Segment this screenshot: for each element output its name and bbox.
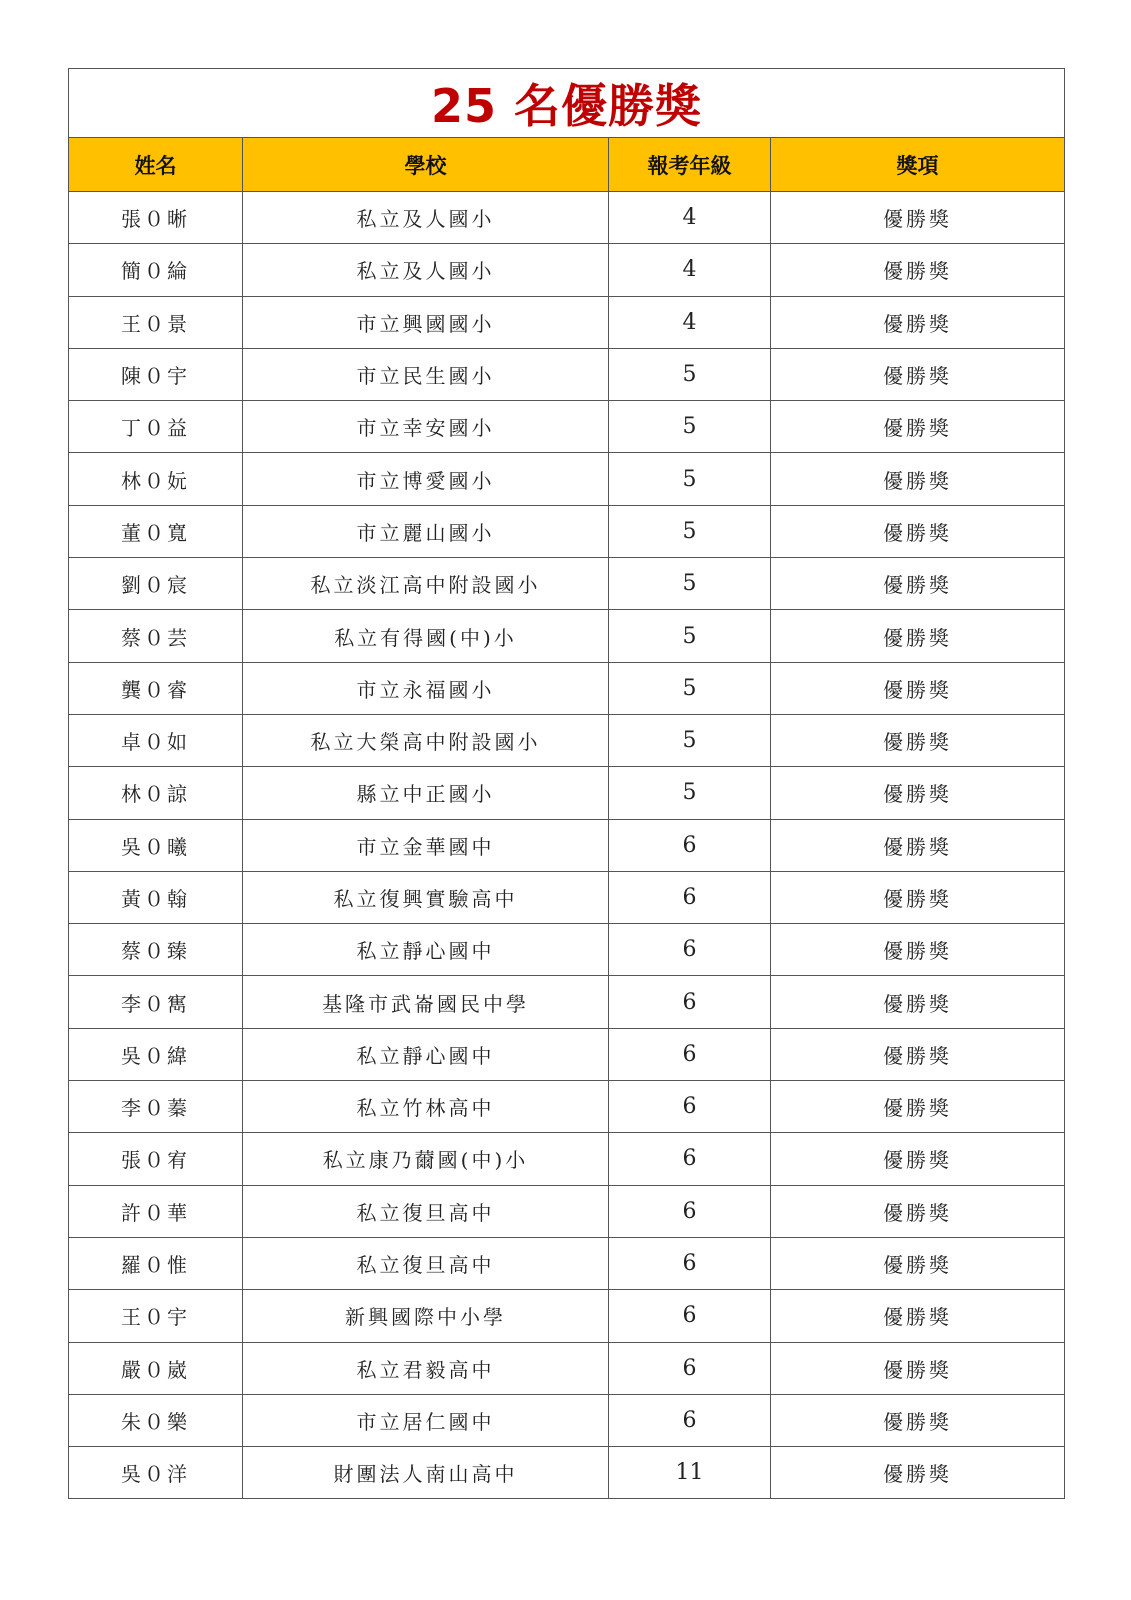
name-cell: 蔡０臻 xyxy=(69,924,243,976)
award-cell: 優勝獎 xyxy=(771,871,1065,923)
grade-cell: 5 xyxy=(609,558,771,610)
table-row xyxy=(69,767,1065,819)
school-cell: 私立靜心國中 xyxy=(243,1028,609,1080)
name-cell: 龔０睿 xyxy=(69,662,243,714)
school-cell: 縣立中正國小 xyxy=(243,767,609,819)
school-cell: 私立復旦高中 xyxy=(243,1185,609,1237)
grade-cell: 11 xyxy=(609,1447,771,1499)
school-cell: 市立幸安國小 xyxy=(243,401,609,453)
school-cell: 市立民生國小 xyxy=(243,348,609,400)
school-cell: 私立靜心國中 xyxy=(243,924,609,976)
name-cell: 劉０宸 xyxy=(69,558,243,610)
grade-cell: 5 xyxy=(609,610,771,662)
school-cell: 私立復旦高中 xyxy=(243,1237,609,1289)
award-cell: 優勝獎 xyxy=(771,976,1065,1028)
award-cell: 優勝獎 xyxy=(771,1290,1065,1342)
header-award: 獎項 xyxy=(771,138,1065,192)
table-row xyxy=(69,1133,1065,1185)
school-cell: 私立君毅高中 xyxy=(243,1342,609,1394)
award-cell: 優勝獎 xyxy=(771,348,1065,400)
school-cell: 私立復興實驗高中 xyxy=(243,871,609,923)
school-cell: 私立及人國小 xyxy=(243,244,609,296)
name-cell: 王０景 xyxy=(69,296,243,348)
school-cell: 私立有得國(中)小 xyxy=(243,610,609,662)
table-row xyxy=(69,1394,1065,1446)
title-row xyxy=(69,69,1065,138)
table-row xyxy=(69,244,1065,296)
table-row xyxy=(69,348,1065,400)
grade-cell: 6 xyxy=(609,1394,771,1446)
award-cell: 優勝獎 xyxy=(771,1185,1065,1237)
name-cell: 李０蓁 xyxy=(69,1081,243,1133)
table-row xyxy=(69,1028,1065,1080)
award-cell: 優勝獎 xyxy=(771,1081,1065,1133)
award-cell: 優勝獎 xyxy=(771,1237,1065,1289)
name-cell: 吳０緯 xyxy=(69,1028,243,1080)
award-cell: 優勝獎 xyxy=(771,244,1065,296)
grade-cell: 6 xyxy=(609,976,771,1028)
grade-cell: 5 xyxy=(609,348,771,400)
award-cell: 優勝獎 xyxy=(771,401,1065,453)
name-cell: 吳０曦 xyxy=(69,819,243,871)
grade-cell: 6 xyxy=(609,1342,771,1394)
table-row xyxy=(69,976,1065,1028)
table-row xyxy=(69,401,1065,453)
grade-cell: 6 xyxy=(609,924,771,976)
school-cell: 市立居仁國中 xyxy=(243,1394,609,1446)
award-cell: 優勝獎 xyxy=(771,558,1065,610)
table-row xyxy=(69,192,1065,244)
award-table xyxy=(68,68,1065,1499)
school-cell: 市立興國國小 xyxy=(243,296,609,348)
grade-cell: 5 xyxy=(609,453,771,505)
name-cell: 丁０益 xyxy=(69,401,243,453)
award-cell: 優勝獎 xyxy=(771,453,1065,505)
award-cell: 優勝獎 xyxy=(771,192,1065,244)
name-cell: 林０妧 xyxy=(69,453,243,505)
award-cell: 優勝獎 xyxy=(771,924,1065,976)
table-row xyxy=(69,505,1065,557)
grade-cell: 4 xyxy=(609,296,771,348)
grade-cell: 5 xyxy=(609,662,771,714)
name-cell: 張０晰 xyxy=(69,192,243,244)
table-row xyxy=(69,1237,1065,1289)
name-cell: 黃０翰 xyxy=(69,871,243,923)
name-cell: 吳０洋 xyxy=(69,1447,243,1499)
award-cell: 優勝獎 xyxy=(771,662,1065,714)
table-row xyxy=(69,871,1065,923)
table-row xyxy=(69,924,1065,976)
name-cell: 王０宇 xyxy=(69,1290,243,1342)
header-school: 學校 xyxy=(243,138,609,192)
table-row xyxy=(69,296,1065,348)
grade-cell: 6 xyxy=(609,819,771,871)
award-cell: 優勝獎 xyxy=(771,296,1065,348)
school-cell: 基隆市武崙國民中學 xyxy=(243,976,609,1028)
name-cell: 簡０綸 xyxy=(69,244,243,296)
header-grade: 報考年級 xyxy=(609,138,771,192)
name-cell: 林０諒 xyxy=(69,767,243,819)
award-cell: 優勝獎 xyxy=(771,819,1065,871)
grade-cell: 6 xyxy=(609,1185,771,1237)
school-cell: 私立康乃薾國(中)小 xyxy=(243,1133,609,1185)
school-cell: 市立博愛國小 xyxy=(243,453,609,505)
grade-cell: 6 xyxy=(609,1290,771,1342)
name-cell: 羅０惟 xyxy=(69,1237,243,1289)
name-cell: 朱０樂 xyxy=(69,1394,243,1446)
school-cell: 新興國際中小學 xyxy=(243,1290,609,1342)
table-row xyxy=(69,662,1065,714)
award-cell: 優勝獎 xyxy=(771,505,1065,557)
name-cell: 陳０宇 xyxy=(69,348,243,400)
grade-cell: 4 xyxy=(609,192,771,244)
school-cell: 市立永福國小 xyxy=(243,662,609,714)
table-row xyxy=(69,1081,1065,1133)
table-row xyxy=(69,610,1065,662)
name-cell: 張０宥 xyxy=(69,1133,243,1185)
grade-cell: 5 xyxy=(609,714,771,766)
grade-cell: 6 xyxy=(609,1133,771,1185)
school-cell: 私立大榮高中附設國小 xyxy=(243,714,609,766)
school-cell: 市立金華國中 xyxy=(243,819,609,871)
name-cell: 許０華 xyxy=(69,1185,243,1237)
grade-cell: 6 xyxy=(609,1028,771,1080)
table-row xyxy=(69,1185,1065,1237)
name-cell: 嚴０崴 xyxy=(69,1342,243,1394)
grade-cell: 5 xyxy=(609,505,771,557)
school-cell: 市立麗山國小 xyxy=(243,505,609,557)
school-cell: 私立及人國小 xyxy=(243,192,609,244)
name-cell: 李０寯 xyxy=(69,976,243,1028)
grade-cell: 6 xyxy=(609,1237,771,1289)
grade-cell: 5 xyxy=(609,767,771,819)
award-cell: 優勝獎 xyxy=(771,610,1065,662)
school-cell: 私立淡江高中附設國小 xyxy=(243,558,609,610)
table-title: 25 名優勝獎 xyxy=(69,69,1065,138)
grade-cell: 5 xyxy=(609,401,771,453)
table-row xyxy=(69,558,1065,610)
table-row xyxy=(69,714,1065,766)
school-cell: 私立竹林高中 xyxy=(243,1081,609,1133)
award-cell: 優勝獎 xyxy=(771,1133,1065,1185)
name-cell: 董０寬 xyxy=(69,505,243,557)
table-row xyxy=(69,1447,1065,1499)
table-row xyxy=(69,1342,1065,1394)
header-row xyxy=(69,138,1065,192)
name-cell: 卓０如 xyxy=(69,714,243,766)
school-cell: 財團法人南山高中 xyxy=(243,1447,609,1499)
header-name: 姓名 xyxy=(69,138,243,192)
grade-cell: 6 xyxy=(609,871,771,923)
name-cell: 蔡０芸 xyxy=(69,610,243,662)
grade-cell: 6 xyxy=(609,1081,771,1133)
table-row xyxy=(69,1290,1065,1342)
award-cell: 優勝獎 xyxy=(771,1028,1065,1080)
award-cell: 優勝獎 xyxy=(771,1394,1065,1446)
table-row xyxy=(69,453,1065,505)
table-row xyxy=(69,819,1065,871)
award-cell: 優勝獎 xyxy=(771,1342,1065,1394)
award-cell: 優勝獎 xyxy=(771,767,1065,819)
grade-cell: 4 xyxy=(609,244,771,296)
award-cell: 優勝獎 xyxy=(771,1447,1065,1499)
award-cell: 優勝獎 xyxy=(771,714,1065,766)
